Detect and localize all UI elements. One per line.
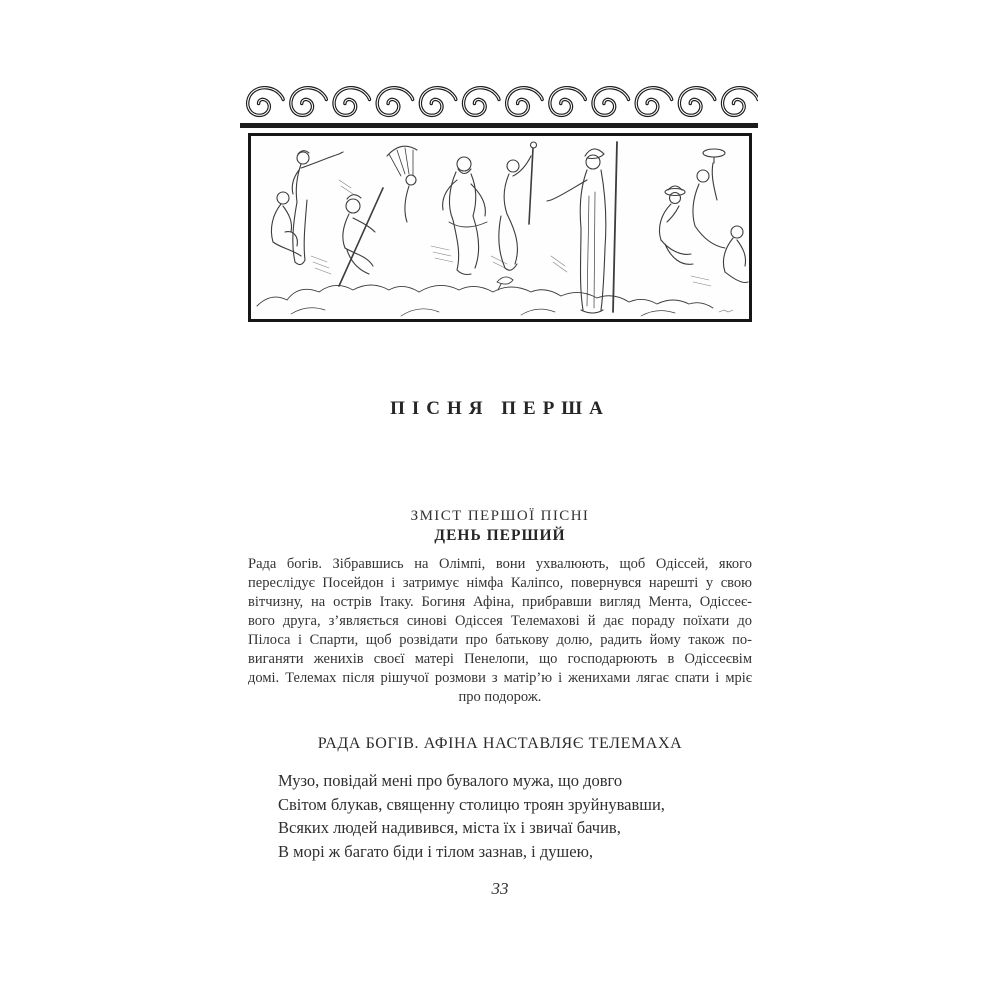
council-of-gods-illustration (248, 133, 752, 322)
summary-line: Пілоса і Спарти, щоб розвідати про батькову долю, радить йому також по- (248, 632, 752, 648)
summary-line: Рада богів. Зібравшись на Олімпі, вони ухвалюють, щоб Одіссей, якого (248, 556, 752, 572)
page-number: 33 (491, 879, 509, 898)
summary-paragraph (248, 555, 752, 707)
verse-line: В морі ж багато біди і тілом зазнав, і душею, (278, 841, 594, 861)
summary-subheading: ДЕНЬ ПЕРШИЙ (434, 527, 566, 544)
section-heading: РАДА БОГІВ. АФІНА НАСТАВЛЯЄ ТЕЛЕМАХА (317, 735, 683, 752)
chapter-title: ПІСНЯ ПЕРША (390, 398, 610, 419)
verse-line: Всяких людей надивився, міста їх і звичаї бачив, (278, 818, 621, 837)
summary-line: виганяти женихів своєї матері Пенелопи, що господарюють в Одіссеєвім (248, 651, 752, 667)
summary-line: вітчизну, на острів Ітаку. Богиня Афіна, прибравши вигляд Мента, Одіссеє- (248, 594, 752, 610)
summary-heading: ЗМІСТ ПЕРШОЇ ПІСНІ (410, 508, 590, 524)
verse-line: Світом блукав, священну столицю троян зруйнувавши, (278, 794, 665, 814)
verse-line: Музо, повідай мені про бувалого мужа, що довго (278, 771, 623, 790)
engraving-figures (251, 136, 749, 319)
verse-block (278, 769, 758, 863)
summary-line: переслідує Посейдон і затримує німфа Каліпсо, повернувся нарешті у свою (248, 575, 752, 591)
summary-line: про подорож. (458, 689, 542, 705)
wave-border-ornament (240, 86, 758, 120)
summary-line: домі. Телемах після рішучої розмови з матір’ю і женихами лягає спати і мріє (248, 670, 752, 686)
summary-line: вого друга, з’являється синові Одіссея Телемахові й дає пораду поїхати до (248, 613, 752, 629)
ornament-rule (240, 123, 758, 128)
